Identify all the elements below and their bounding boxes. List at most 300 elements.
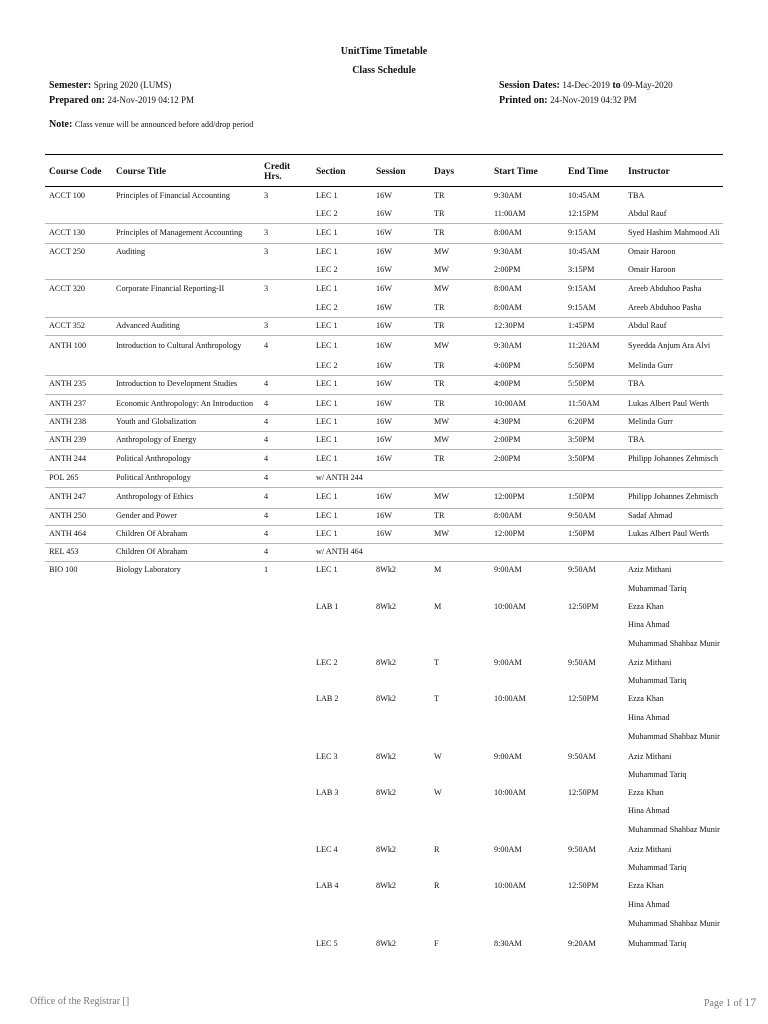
table-row [0,654,768,672]
credit-hrs-cell [264,859,304,877]
start-time-cell: 10:00AM [494,787,526,797]
section-cell [316,820,374,841]
table-row [0,561,768,580]
course-title-cell: Children Of Abraham [116,528,188,538]
start-time-cell: 4:30PM [494,417,521,427]
credit-hrs-cell [264,914,304,935]
table-row [0,784,768,802]
days-cell: MW [434,492,450,502]
start-time-cell [494,709,564,727]
semester-info [49,80,171,91]
credit-hrs-cell [264,690,304,709]
days-cell: M [434,565,442,575]
end-time-cell [568,859,626,877]
session-cell: 16W [376,379,392,389]
end-time-cell: 9:50AM [568,844,596,854]
instructor-cell: Muhammad Shahbaz Munir [628,638,720,648]
instructor-cell: Syeedda Anjum Ara Alvi [628,340,711,350]
page-total: 17 [744,995,757,1009]
course-title-cell [116,935,260,953]
days-cell [434,914,489,935]
start-time-cell: 12:00PM [494,492,525,502]
course-title-cell: Principles of Financial Accounting [116,190,230,200]
session-cell [376,470,431,487]
days-cell: F [434,938,439,948]
course-title-cell [116,727,260,748]
start-time-cell: 9:30AM [494,246,522,256]
session-cell [376,802,431,820]
start-time-cell: 9:00AM [494,751,522,761]
course-title-cell: Gender and Power [116,511,177,521]
section-cell: LEC 1 [316,340,338,350]
course-code-cell [49,672,113,690]
col-course-title: Course Title [116,167,167,177]
end-time-cell: 9:50AM [568,657,596,667]
section-cell: LAB 3 [316,787,339,797]
session-cell: 8Wk2 [376,751,397,761]
section-cell: LEC 5 [316,938,338,948]
section-cell [316,859,374,877]
section-cell: LEC 2 [316,302,338,312]
credit-hrs-cell [264,261,304,279]
table-row [0,598,768,616]
course-title-cell [116,634,260,654]
session-cell: 16W [376,454,392,464]
start-time-cell: 2:00PM [494,264,521,274]
end-time-cell: 12:50PM [568,787,599,797]
page-prefix: Page 1 of [704,998,742,1009]
start-time-cell [494,820,564,841]
session-cell [376,859,431,877]
table-row [0,205,768,223]
course-code-cell: ACCT 130 [49,227,86,237]
course-code-cell [49,690,113,709]
session-dates-info [499,80,673,91]
course-code-cell: ANTH 250 [49,511,87,521]
credit-hrs-cell: 3 [264,283,269,293]
start-time-cell [494,470,564,487]
session-cell: 16W [376,208,392,218]
end-time-cell [568,914,626,935]
section-cell: LEC 1 [316,246,338,256]
end-time-cell: 5:50PM [568,379,595,389]
credit-hrs-cell [264,672,304,690]
days-cell: R [434,881,440,891]
start-time-cell [494,580,564,598]
start-time-cell [494,543,564,561]
semester-label: Semester: [49,80,92,91]
start-time-cell: 2:00PM [494,434,521,444]
instructor-cell: Areeb Abduhoo Pasha [628,283,702,293]
course-code-cell: REL 453 [49,546,79,556]
course-code-cell [49,748,113,766]
course-title-cell [116,654,260,672]
course-title-cell: Biology Laboratory [116,565,181,575]
course-title-cell [116,261,260,279]
table-row [0,896,768,914]
start-time-cell: 4:00PM [494,379,521,389]
end-time-cell: 11:50AM [568,398,600,408]
credit-hrs-cell [264,205,304,223]
days-cell [434,634,489,654]
table-row [0,935,768,953]
start-time-cell [494,766,564,784]
course-title-cell: Corporate Financial Reporting-II [116,283,225,293]
instructor-cell: Syed Hashim Mahmood Ali [628,227,720,237]
days-cell [434,820,489,841]
start-time-cell: 9:30AM [494,340,522,350]
course-title-cell [116,841,260,859]
days-cell: MW [434,283,450,293]
start-time-cell: 4:00PM [494,360,521,370]
days-cell: MW [434,528,450,538]
course-title-cell [116,580,260,598]
section-cell [316,672,374,690]
course-title-cell [116,896,260,914]
instructor-cell [628,543,720,561]
course-code-cell [49,357,113,375]
course-title-cell [116,914,260,935]
end-time-cell: 12:50PM [568,601,599,611]
session-cell [376,820,431,841]
end-time-cell: 12:15PM [568,208,599,218]
table-row [0,449,768,470]
credit-hrs-cell [264,841,304,859]
days-cell: TR [434,190,445,200]
section-cell: LAB 2 [316,694,339,704]
start-time-cell: 9:00AM [494,565,522,575]
section-cell [316,802,374,820]
credit-hrs-cell [264,634,304,654]
credit-hrs-cell: 4 [264,379,269,389]
days-cell: R [434,844,440,854]
credit-hrs-cell [264,598,304,616]
days-cell: T [434,694,440,704]
start-time-cell [494,727,564,748]
end-time-cell: 5:50PM [568,360,595,370]
section-cell: LEC 2 [316,208,338,218]
table-row [0,580,768,598]
credit-hrs-cell: 4 [264,398,269,408]
session-end: 09-May-2020 [623,80,673,90]
session-cell: 16W [376,528,392,538]
course-code-cell: BIO 100 [49,565,78,575]
section-cell [316,616,374,634]
end-time-cell: 9:15AM [568,302,596,312]
course-title-cell: Advanced Auditing [116,320,180,330]
credit-hrs-cell [264,654,304,672]
instructor-cell: TBA [628,434,645,444]
credit-hrs-cell: 4 [264,528,269,538]
table-row [0,414,768,431]
instructor-cell: Muhammad Tariq [628,583,687,593]
course-code-cell [49,261,113,279]
table-row [0,766,768,784]
days-cell: MW [434,340,450,350]
end-time-cell: 3:15PM [568,264,595,274]
session-cell: 16W [376,492,392,502]
course-code-cell: ACCT 352 [49,320,86,330]
table-row [0,470,768,487]
end-time-cell: 9:15AM [568,227,596,237]
days-cell: MW [434,264,450,274]
start-time-cell: 12:30PM [494,320,525,330]
days-cell [434,709,489,727]
course-code-cell: ANTH 239 [49,434,87,444]
instructor-cell: Sadaf Ahmad [628,511,673,521]
table-row [0,431,768,449]
session-cell [376,634,431,654]
days-cell: MW [434,417,450,427]
course-title-cell: Principles of Management Accounting [116,227,243,237]
instructor-cell: Hina Ahmad [628,712,670,722]
table-row [0,261,768,279]
days-cell: W [434,751,442,761]
course-code-cell: POL 265 [49,473,79,483]
credit-hrs-cell [264,784,304,802]
document-title: UnitTime Timetable [340,46,428,57]
instructor-cell: Aziz Mithani [628,565,672,575]
course-title-cell [116,299,260,317]
session-cell: 16W [376,417,392,427]
credit-hrs-cell [264,580,304,598]
days-cell [434,766,489,784]
col-instructor: Instructor [628,167,670,177]
section-cell: LEC 1 [316,320,338,330]
start-time-cell [494,672,564,690]
session-cell: 8Wk2 [376,938,397,948]
footer-office: Office of the Registrar [] [30,996,130,1007]
course-title-cell: Introduction to Cultural Anthropology [116,340,242,350]
course-title-cell: Children Of Abraham [116,546,188,556]
section-cell: LEC 1 [316,434,338,444]
credit-hrs-cell: 3 [264,246,269,256]
instructor-cell: TBA [628,190,645,200]
table-row [0,802,768,820]
days-cell [434,543,489,561]
end-time-cell [568,470,626,487]
col-start-time: Start Time [494,167,538,177]
start-time-cell: 9:00AM [494,844,522,854]
prepared-info [49,95,194,106]
session-cell: 16W [376,227,392,237]
start-time-cell [494,914,564,935]
days-cell: TR [434,398,445,408]
credit-hrs-cell: 3 [264,320,269,330]
section-cell [316,580,374,598]
printed-info [499,95,637,106]
instructor-cell: Muhammad Tariq [628,938,687,948]
note-value: Class venue will be announced before add/drop period [74,120,254,129]
credit-hrs-cell [264,616,304,634]
days-cell: TR [434,454,445,464]
section-cell: LEC 1 [316,565,338,575]
end-time-cell [568,672,626,690]
section-cell: LEC 1 [316,528,338,538]
section-cell: LAB 4 [316,881,339,891]
course-code-cell [49,634,113,654]
course-title-cell [116,205,260,223]
section-cell: LEC 1 [316,454,338,464]
table-row [0,525,768,543]
table-row [0,487,768,508]
end-time-cell: 6:20PM [568,417,595,427]
course-code-cell [49,859,113,877]
instructor-cell: Melinda Gurr [628,417,673,427]
section-cell: LEC 1 [316,283,338,293]
instructor-cell: Aziz Mithani [628,844,672,854]
table-row [0,394,768,414]
session-cell: 16W [376,283,392,293]
col-session: Session [376,167,406,177]
instructor-cell: Omair Haroon [628,246,676,256]
course-code-cell: ANTH 100 [49,340,87,350]
course-code-cell: ANTH 247 [49,492,87,502]
table-row [0,820,768,841]
section-cell [316,766,374,784]
start-time-cell [494,634,564,654]
instructor-cell: Lukas Albert Paul Werth [628,528,709,538]
credit-hrs-cell [264,709,304,727]
instructor-cell: Abdul Rauf [628,208,667,218]
instructor-cell: Areeb Abduhoo Pasha [628,302,702,312]
course-code-cell [49,841,113,859]
session-cell: 16W [376,320,392,330]
section-cell: LEC 2 [316,264,338,274]
start-time-cell: 10:00AM [494,694,526,704]
start-time-cell: 10:00AM [494,881,526,891]
credit-hrs-cell: 4 [264,473,269,483]
course-code-cell [49,598,113,616]
prepared-value: 24-Nov-2019 04:12 PM [107,95,195,105]
col-section: Section [316,167,346,177]
session-cell: 16W [376,398,392,408]
instructor-cell: Hina Ahmad [628,619,670,629]
end-time-cell [568,543,626,561]
table-row [0,299,768,317]
end-time-cell [568,766,626,784]
course-code-cell [49,580,113,598]
start-time-cell [494,896,564,914]
session-cell [376,580,431,598]
days-cell [434,802,489,820]
days-cell: T [434,657,440,667]
section-cell [316,634,374,654]
course-code-cell [49,802,113,820]
section-cell: LEC 1 [316,417,338,427]
end-time-cell: 9:50AM [568,511,596,521]
credit-hrs-cell: 4 [264,546,269,556]
course-code-cell [49,299,113,317]
course-title-cell: Anthropology of Ethics [116,492,194,502]
footer-page-number [704,995,756,1010]
table-row [0,335,768,357]
instructor-cell: Hina Ahmad [628,805,670,815]
course-code-cell: ACCT 250 [49,246,86,256]
session-cell: 8Wk2 [376,787,397,797]
days-cell [434,859,489,877]
credit-hrs-cell: 3 [264,190,269,200]
end-time-cell: 10:45AM [568,246,600,256]
session-cell [376,672,431,690]
course-title-cell [116,859,260,877]
credit-hrs-cell [264,748,304,766]
days-cell [434,896,489,914]
credit-hrs-cell: 3 [264,227,269,237]
section-cell: LAB 1 [316,601,339,611]
section-cell: LEC 1 [316,398,338,408]
instructor-cell: Hina Ahmad [628,899,670,909]
table-row [0,375,768,394]
table-row [0,223,768,243]
start-time-cell [494,802,564,820]
session-cell: 16W [376,190,392,200]
course-code-cell [49,820,113,841]
table-row [0,279,768,299]
session-cell [376,709,431,727]
course-code-cell: ANTH 464 [49,528,87,538]
course-title-cell [116,766,260,784]
instructor-cell: Ezza Khan [628,881,664,891]
table-row [0,709,768,727]
start-time-cell: 8:30AM [494,938,522,948]
note-info [49,119,253,130]
days-cell: W [434,787,442,797]
end-time-cell: 9:50AM [568,565,596,575]
end-time-cell: 10:45AM [568,190,600,200]
credit-hrs-cell [264,802,304,820]
session-cell: 16W [376,246,392,256]
end-time-cell: 3:50PM [568,454,595,464]
session-cell: 8Wk2 [376,844,397,854]
section-cell: LEC 4 [316,844,338,854]
course-title-cell [116,877,260,896]
start-time-cell: 9:00AM [494,657,522,667]
course-code-cell: ANTH 238 [49,417,87,427]
end-time-cell: 1:50PM [568,492,595,502]
days-cell: TR [434,379,445,389]
end-time-cell [568,727,626,748]
credit-hrs-cell [264,357,304,375]
course-title-cell [116,748,260,766]
credit-hrs-cell: 4 [264,434,269,444]
days-cell [434,580,489,598]
start-time-cell: 12:00PM [494,528,525,538]
end-time-cell [568,709,626,727]
credit-hrs-cell: 4 [264,492,269,502]
section-cell: LEC 1 [316,379,338,389]
section-cell [316,709,374,727]
table-row [0,841,768,859]
session-cell: 16W [376,302,392,312]
end-time-cell [568,580,626,598]
session-cell: 8Wk2 [376,657,397,667]
session-cell [376,914,431,935]
end-time-cell [568,896,626,914]
start-time-cell: 10:00AM [494,398,526,408]
instructor-cell: TBA [628,379,645,389]
credit-hrs-cell [264,877,304,896]
course-code-cell [49,935,113,953]
session-dates-label: Session Dates: [499,80,560,91]
days-cell: TR [434,511,445,521]
end-time-cell: 9:20AM [568,938,596,948]
table-row [0,748,768,766]
course-code-cell [49,877,113,896]
printed-value: 24-Nov-2019 04:32 PM [550,95,637,105]
course-code-cell [49,727,113,748]
table-top-rule [45,154,723,155]
